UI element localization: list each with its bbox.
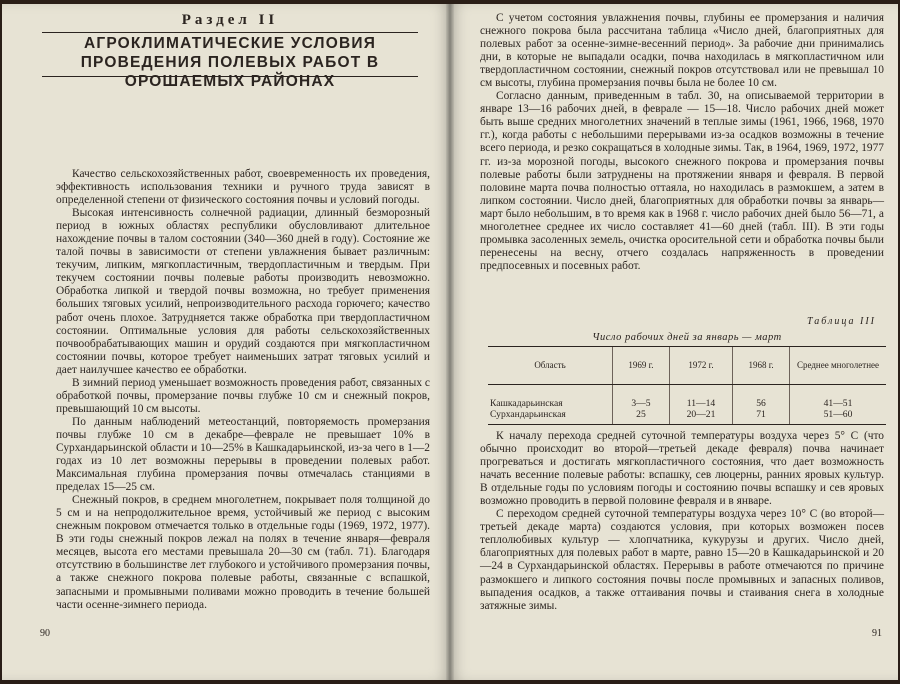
- right-text-top: [480, 12, 884, 273]
- chapter-title: АГРОКЛИМАТИЧЕСКИЕ УСЛОВИЯ ПРОВЕДЕНИЯ ПОЛЕВЫХ РАБОТ В ОРОШАЕМЫХ РАЙОНАХ: [80, 35, 380, 90]
- table-header-row: [488, 347, 886, 385]
- column-header-1972: 1972 г.: [669, 347, 732, 385]
- cell-region: Сурхандарьинская: [488, 410, 613, 425]
- right-paragraph: К началу перехода средней суточной температуры воздуха через 5° С (что обычно происходит во второй—третьей декаде февраля) почва начинает прогреваться и достигать мягкопластичного состояния, что дает возможность начать весенние полевые работы: вспашку, сев люцерны, ранних яровых культур. В отдельные годы по условиям погоды и состоянию почвы вспашку и сев яровых возможно проводить в первой половине февраля и в январе.: [480, 430, 884, 508]
- right-paragraph: Согласно данным, приведенным в табл. 30, на описываемой территории в январе 13—16 рабочих дней, в феврале — 15—18. Число рабочих дней может быть выше средних многолетних значений в теплые зимы (1961, 1966, 1968, 1970 гг.), когда работы с небольшими перерывами из-за осадков возможны в течение всего периода, и резко сокращаться в холодные зимы. Так, в 1964, 1969, 1972, 1977 гг. из-за морозной погоды, высокого снежного покрова и промерзания почвы полевые работы были затруднены на протяжении января и февраля. В первой половине марта почва полностью оттаяла, но находилась в размокшем, а затем в липком состоянии. Число дней, благоприятных для обработки почвы за январь—март было небольшим, в то время как в 1968 г. число рабочих дней было 56—71, а многолетнее среднее их число составляет 41—60 дней (табл. III). В эти годы промывка засоленных земель, очистка оросительной сети и обработка почвы были перенесены на весну, отчего создалась напряженность в проведении предпосевных и посевных работ.: [480, 90, 884, 272]
- table-row: [488, 399, 886, 410]
- left-paragraph: По данным наблюдений метеостанций, повторяемость промерзания почвы глубже 10 см в декабре—феврале не превышает 10% в Сурхандарьинской области и 10—25% в Кашкадарьинской, из-за чего в 1—2 годах из 10 лет возможны перерывы в проведении полевых работ. Максимальная глубина промерзания почвы отмечалась станциями в пределах 15—25 см.: [56, 415, 430, 494]
- cell-1972: 11—14: [669, 399, 732, 410]
- cell-average: 51—60: [790, 410, 887, 425]
- cell-1969: 25: [613, 410, 670, 425]
- left-text-column: [56, 168, 430, 612]
- right-paragraph: С учетом состояния увлажнения почвы, глубины ее промерзания и наличия снежного покрова была рассчитана таблица «Число дней, благоприятных для полевых работ за осенне-зимне-весенний период». За рабочие дни принимались дни, в которые не выпадали осадки, почва находилась в мягкопластичном или твердопластичном состоянии, снежный покров отсутствовал или не превышал 10 см высоты, глубина промерзания почвы была не более 10 см.: [480, 12, 884, 90]
- column-header-1968: 1968 г.: [733, 347, 790, 385]
- left-paragraph: В зимний период уменьшает возможность проведения работ, связанных с обработкой почвы, промерзание почвы глубже 10 см и снежный покров, превышающий 10 см высоты.: [56, 376, 430, 415]
- section-label: Раздел II: [181, 12, 279, 28]
- table-row: [488, 410, 886, 425]
- left-paragraph: Качество сельскохозяйственных работ, своевременность их проведения, эффективность использования техники и ручного труда зависят в определенной степени от физического состояния почвы и условий погоды.: [56, 168, 430, 207]
- page-number-right: 91: [872, 628, 882, 639]
- left-paragraph: Снежный покров, в среднем многолетнем, покрывает поля толщиной до 5 см и на непродолжительное время, устойчивый же период с высоким снежным покровом отмечается только в отдельные годы (1969, 1972, 1977). В эти годы снежный покров лежал на полях в течение января—февраля месяцев, высота его местами превышала 20—30 см (табл. 71). Благодаря отсутствию в большинстве лет глубокого и устойчивого промерзания почвы, а также снежного покрова полевые работы, связанные с вспашкой, запасными и промывными поливами можно проводить в течение большей части осенне-зимнего периода.: [56, 494, 430, 611]
- page-number-left: 90: [40, 628, 50, 639]
- title-rule-bottom: [42, 76, 418, 77]
- right-paragraph: С переходом средней суточной температуры воздуха через 10° С (во второй—третьей декаде марта) создаются условия, при которых возможен посев теплолюбивых культур — хлопчатника, кукурузы и других. Число дней, благоприятных для полевых работ в марте, равно 15—20 в Кашкадарьинской и 20—24 в Сурхандарьинской областях. Перерывы в работе отмечаются по причине размокшего и липкого состояния почвы после промывных и запасных поливов, выпадения осадков, а также оттаивания почвы и стаивания снега в холодные затяжные зимы.: [480, 508, 884, 612]
- table-label: Таблица III: [807, 316, 876, 327]
- column-header-average: Среднее многолетнее: [790, 347, 887, 385]
- cell-1968: 56: [733, 399, 790, 410]
- column-header-region: Область: [488, 347, 613, 385]
- cell-average: 41—51: [790, 399, 887, 410]
- cell-region: Кашкадарьинская: [490, 398, 563, 409]
- book-gutter: [446, 4, 454, 680]
- right-text-bottom: [480, 430, 884, 613]
- cell-1968: 71: [733, 410, 790, 425]
- cell-1972: 20—21: [669, 410, 732, 425]
- table-spacer-row: [488, 385, 886, 400]
- work-days-table: [488, 346, 886, 425]
- cell-1969: 3—5: [613, 399, 670, 410]
- title-rule-top: [42, 32, 418, 33]
- left-paragraph: Высокая интенсивность солнечной радиации, длинный безморозный период в южных областях республики обусловливают длительное нахождение почвы в талом состоянии (340—360 дней в году). Состояние же талой почвы в зависимости от степени увлажнения бывает различным: текучим, липким, мягкопластичным, твердопластичным и твердым. При текучем состоянии почвы полевые работы производить невозможно. Обработка липкой и твердой почвы возможна, но требует применения больших тяговых усилий, непроизводительного расхода горючего; качество работ очень плохое. Затрудняется также обработка при твердопластичном состоянии. Оптимальные условия для работы сельскохозяйственных почвообрабатывающих машин и орудий создаются при мягкопластичном состоянии почвы, которое требует наименьших затрат тяговых усилий и дает наилучшее качество ее обработки.: [56, 207, 430, 376]
- column-header-1969: 1969 г.: [613, 347, 670, 385]
- table-caption: Число рабочих дней за январь — март: [592, 332, 782, 343]
